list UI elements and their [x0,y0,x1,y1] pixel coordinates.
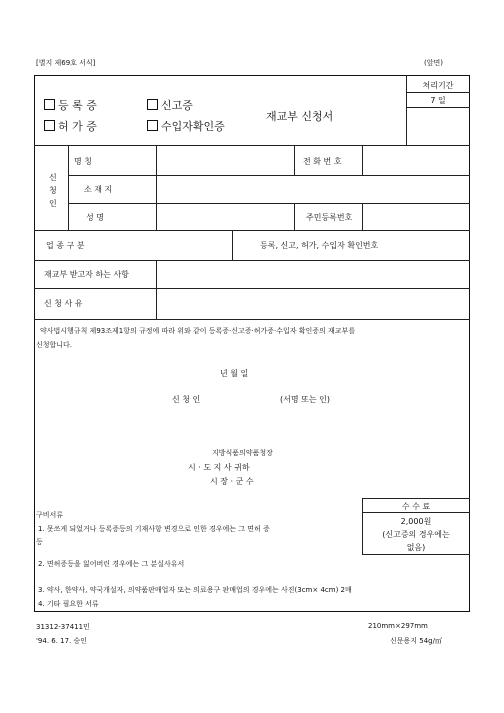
paper-size: 210mm×297mm [368,622,428,630]
form-number: [별지 제69호 서식] [36,59,96,67]
fee-amount: 2,000원 [400,517,432,526]
checkbox-icon [44,120,55,131]
name-label: 명 칭 [74,157,92,166]
reissue-item-label: 재교부 받고자 하는 사항 [44,270,129,279]
doc-type-report[interactable]: 신고증 [147,97,193,113]
applicant-side-label-3: 인 [49,199,57,208]
documents-item-4: 4. 기타 필요한 서류 [38,600,99,608]
documents-item-1b: 등 [36,538,43,546]
fee-note-1: (신고증의 경우에는 [382,530,450,539]
applicant-side-label-2: 청 [49,186,57,195]
reason-label: 신 청 사 유 [44,299,83,308]
statement-line-2: 신청합니다. [36,341,73,349]
documents-item-1a: 1. 못쓰게 되었거나 등록증등의 기재사항 변경으로 인한 경우에는 그 면허 증 [38,525,270,533]
form-title: 재교부 신청서 [266,110,334,123]
fee-note-2: 없음) [406,543,426,552]
checkbox-icon [147,99,158,110]
recipient-line-3: 시 장 · 군 수 [210,477,254,486]
applicant-side-label-1: 신 [49,173,57,182]
doc-type-registration[interactable]: 등 록 증 [44,97,97,113]
form-code: 31312-37411민 [36,623,90,631]
recipient-line-2: 시 · 도 지 사 귀하 [188,463,250,472]
recipient-line-1: 지방식품의약품청장 [212,449,273,457]
application-date: 년 월 일 [220,369,249,378]
paper-spec: 신문용지 54g/㎡ [390,637,442,645]
applicant-label: 신 청 인 [172,395,201,404]
documents-item-2: 2. 면허증등을 잃어버린 경우에는 그 분실사유서 [38,560,185,568]
business-number-label: 등록, 신고, 허가, 수입자 확인번호 [260,241,379,250]
business-type-label: 업 종 구 분 [46,241,85,250]
approval-date: '94. 6. 17. 승인 [36,637,88,645]
doc-type-permit[interactable]: 허 가 증 [44,118,97,134]
processing-period-value: 7 일 [430,96,446,105]
checkbox-icon [44,99,55,110]
fee-label: 수 수 료 [401,502,431,511]
statement-line-1: 약사법시행규칙 제93조제1항의 규정에 따라 위와 같이 등록증·신고증·허가증·수입자 확인증의 재교부를 [40,327,356,335]
phone-label: 전 화 번 호 [303,157,342,166]
documents-item-3: 3. 약사, 한약사, 약국개설자, 의약품판매업자 또는 의료용구 판매업의 경우에는 사진(3cm× 4cm) 2매 [38,586,352,594]
resident-number-label: 주민등록번호 [306,213,353,222]
doc-type-import-confirm[interactable]: 수입자확인증 [147,118,225,134]
page-side: (앞면) [424,59,443,67]
processing-period-label: 처리기간 [422,81,454,90]
checkbox-icon [147,120,158,131]
address-label: 소 재 지 [84,185,113,194]
person-name-label: 성 명 [86,213,104,222]
documents-label: 구비서류 [36,511,64,519]
signature-label: (서명 또는 인) [280,395,330,404]
